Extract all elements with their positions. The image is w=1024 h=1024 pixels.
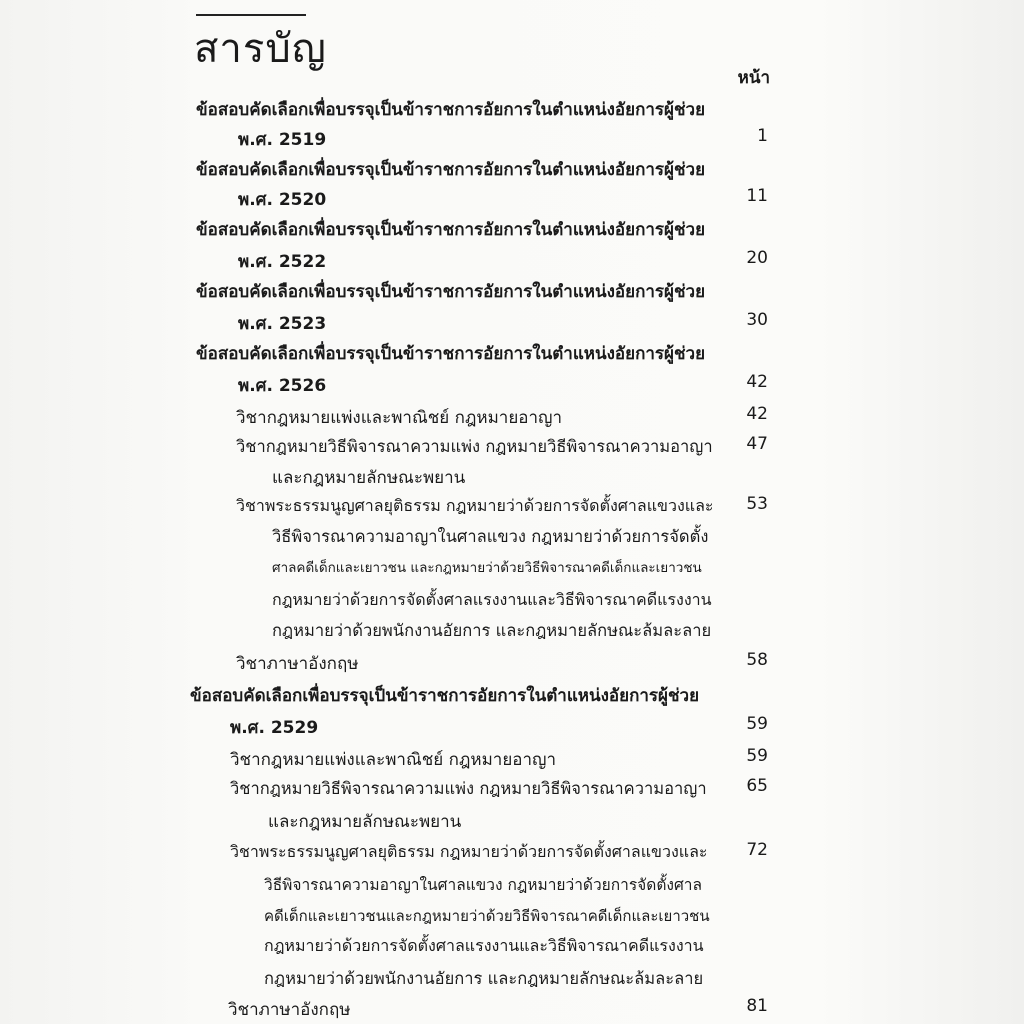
toc-entry: พ.ศ. 2529 xyxy=(230,718,319,738)
toc-subentry-continued: วิธีพิจารณาความอาญาในศาลแขวง กฎหมายว่าด้วยการจัดตั้งศาล xyxy=(264,876,702,894)
toc-subentry-continued: กฎหมายว่าด้วยพนักงานอัยการ และกฎหมายลักษณะล้มละลาย xyxy=(272,621,712,640)
toc-entry: ข้อสอบคัดเลือกเพื่อบรรจุเป็นข้าราชการอัยการในตำแหน่งอัยการผู้ช่วย xyxy=(190,686,700,706)
toc-subentry: วิชาพระธรรมนูญศาลยุติธรรม กฎหมายว่าด้วยการจัดตั้งศาลแขวงและ xyxy=(236,496,714,515)
toc-entry: พ.ศ. 2522 xyxy=(238,252,327,272)
toc-subentry: วิชากฎหมายวิธีพิจารณาความแพ่ง กฎหมายวิธีพิจารณาความอาญา xyxy=(236,437,713,456)
toc-page-number: 65 xyxy=(746,776,768,796)
toc-page-number: 58 xyxy=(746,650,768,670)
toc-subentry-continued: กฎหมายว่าด้วยพนักงานอัยการ และกฎหมายลักษณะล้มละลาย xyxy=(264,969,704,988)
toc-entry: ข้อสอบคัดเลือกเพื่อบรรจุเป็นข้าราชการอัยการในตำแหน่งอัยการผู้ช่วย xyxy=(196,160,706,180)
toc-subentry-continued: กฎหมายว่าด้วยการจัดตั้งศาลแรงงานและวิธีพิจารณาคดีแรงงาน xyxy=(272,590,712,609)
toc-page-number: 1 xyxy=(757,126,768,146)
toc-subentry: วิชาพระธรรมนูญศาลยุติธรรม กฎหมายว่าด้วยการจัดตั้งศาลแขวงและ xyxy=(230,842,708,861)
toc-subentry: วิชากฎหมายแพ่งและพาณิชย์ กฎหมายอาญา xyxy=(236,408,563,428)
toc-subentry: วิชากฎหมายวิธีพิจารณาความแพ่ง กฎหมายวิธีพิจารณาความอาญา xyxy=(230,779,707,798)
toc-page-number: 72 xyxy=(746,840,768,860)
toc-entry: พ.ศ. 2519 xyxy=(238,130,327,150)
toc-subentry-continued: และกฎหมายลักษณะพยาน xyxy=(272,468,466,488)
toc-page-number: 59 xyxy=(746,714,768,734)
toc-page-number: 20 xyxy=(746,248,768,268)
toc-subentry: วิชาภาษาอังกฤษ xyxy=(236,654,359,674)
toc-page-number: 30 xyxy=(746,310,768,330)
toc-page-number: 42 xyxy=(746,404,768,424)
page-column-label: หน้า xyxy=(737,68,770,88)
toc-entry: พ.ศ. 2523 xyxy=(238,314,327,334)
toc-page-number: 11 xyxy=(746,186,768,206)
toc-subentry-continued: กฎหมายว่าด้วยการจัดตั้งศาลแรงงานและวิธีพิจารณาคดีแรงงาน xyxy=(264,936,704,955)
toc-entry: ข้อสอบคัดเลือกเพื่อบรรจุเป็นข้าราชการอัยการในตำแหน่งอัยการผู้ช่วย xyxy=(196,282,706,302)
toc-subentry: วิชาภาษาอังกฤษ xyxy=(228,1000,351,1020)
toc-entry: ข้อสอบคัดเลือกเพื่อบรรจุเป็นข้าราชการอัยการในตำแหน่งอัยการผู้ช่วย xyxy=(196,220,706,240)
toc-subentry-continued: วิธีพิจารณาความอาญาในศาลแขวง กฎหมายว่าด้วยการจัดตั้ง xyxy=(272,527,709,546)
page-title: สารบัญ xyxy=(194,26,327,72)
toc-entry: พ.ศ. 2526 xyxy=(238,376,327,396)
toc-subentry-continued: คดีเด็กและเยาวชนและกฎหมายว่าด้วยวิธีพิจารณาคดีเด็กและเยาวชน xyxy=(264,907,710,925)
toc-entry: พ.ศ. 2520 xyxy=(238,190,327,210)
toc-subentry-continued: และกฎหมายลักษณะพยาน xyxy=(268,812,462,832)
toc-page-number: 59 xyxy=(746,746,768,766)
toc-page-number: 42 xyxy=(746,372,768,392)
bleed-through xyxy=(740,40,745,58)
toc-page-number: 53 xyxy=(746,494,768,514)
toc-entry: ข้อสอบคัดเลือกเพื่อบรรจุเป็นข้าราชการอัยการในตำแหน่งอัยการผู้ช่วย xyxy=(196,100,706,120)
toc-entry: ข้อสอบคัดเลือกเพื่อบรรจุเป็นข้าราชการอัยการในตำแหน่งอัยการผู้ช่วย xyxy=(196,344,706,364)
toc-subentry-continued: ศาลคดีเด็กและเยาวชน และกฎหมายว่าด้วยวิธีพิจารณาคดีเด็กและเยาวชน xyxy=(272,560,702,576)
toc-page-number: 81 xyxy=(746,996,768,1016)
toc-subentry: วิชากฎหมายแพ่งและพาณิชย์ กฎหมายอาญา xyxy=(230,750,557,770)
toc-page-number: 47 xyxy=(746,434,768,454)
